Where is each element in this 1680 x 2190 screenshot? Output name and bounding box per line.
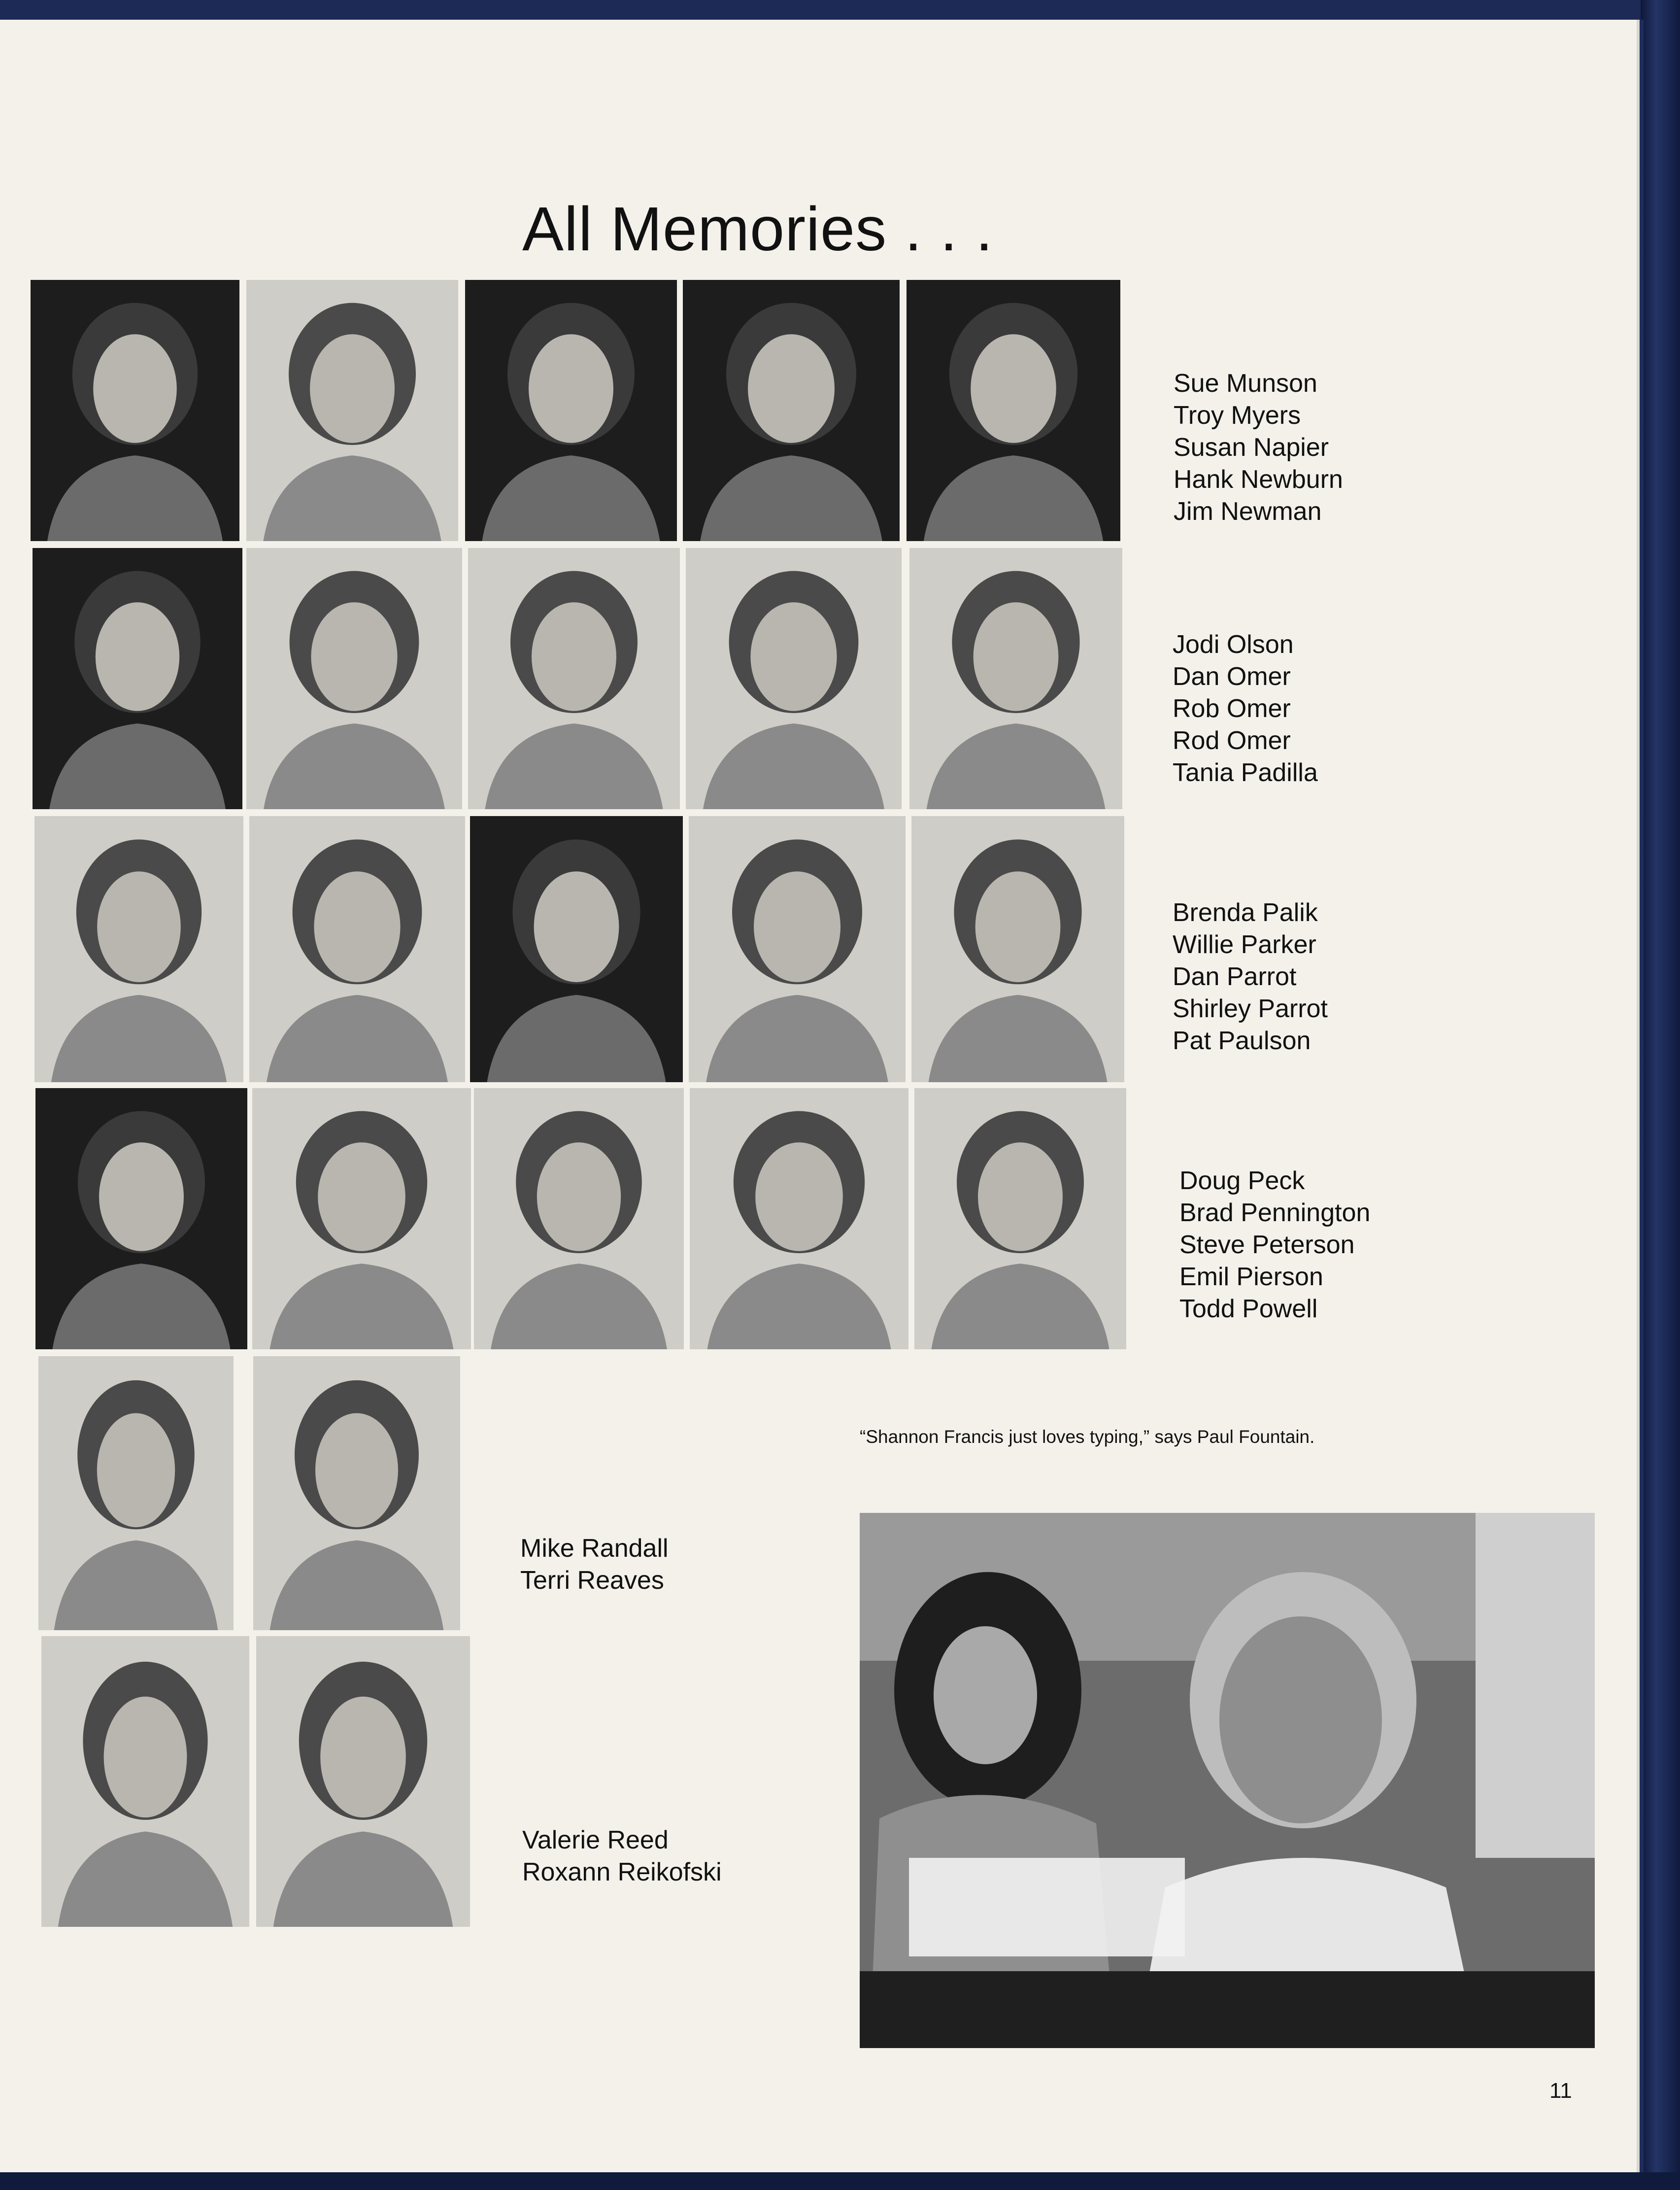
candid-photo-art <box>860 1513 1595 2048</box>
student-name: Steve Peterson <box>1179 1231 1355 1259</box>
shoulders-shape <box>491 1264 667 1349</box>
student-name: Troy Myers <box>1174 401 1301 430</box>
student-name: Rod Omer <box>1173 726 1291 755</box>
name-list <box>1174 368 1343 528</box>
portrait-photo <box>33 548 242 809</box>
portrait-photo <box>252 1088 471 1349</box>
shoulders-shape <box>700 455 882 541</box>
face-shape <box>97 871 181 982</box>
portrait-photo <box>911 816 1124 1082</box>
shoulders-shape <box>703 723 884 809</box>
portrait-silhouette <box>686 548 902 809</box>
portrait-silhouette <box>33 548 242 809</box>
portrait-photo <box>690 1088 908 1349</box>
portrait-photo <box>465 280 677 541</box>
portrait-silhouette <box>31 280 239 541</box>
portrait-silhouette <box>911 816 1124 1082</box>
portrait-photo <box>686 548 902 809</box>
student-name: Brad Pennington <box>1179 1198 1371 1227</box>
portrait-photo <box>914 1088 1126 1349</box>
portrait-photo <box>689 816 906 1082</box>
portrait-silhouette <box>246 280 458 541</box>
portrait-silhouette <box>253 1356 460 1630</box>
page-title: All Memories . . . <box>522 194 994 264</box>
portrait-silhouette <box>909 548 1122 809</box>
student-name: Pat Paulson <box>1173 1027 1311 1055</box>
student-name: Shirley Parrot <box>1173 994 1328 1023</box>
shoulders-shape <box>929 995 1108 1082</box>
face-shape <box>104 1697 187 1817</box>
portrait-photo <box>468 548 680 809</box>
shoulders-shape <box>54 1540 218 1630</box>
shoulders-shape <box>931 1264 1109 1349</box>
page-number: 11 <box>1549 2079 1572 2103</box>
shoulders-shape <box>273 1831 453 1927</box>
face-shape <box>310 334 395 443</box>
student-name: Susan Napier <box>1174 433 1329 462</box>
face-shape <box>754 871 840 982</box>
photo-caption: “Shannon Francis just loves typing,” says Paul Fountain. <box>860 1427 1315 1447</box>
shoulders-shape <box>270 1540 444 1630</box>
cover-edge <box>0 2172 1680 2190</box>
face-shape <box>975 871 1061 982</box>
face-shape <box>99 1142 184 1251</box>
face-shape <box>748 334 835 443</box>
portrait-silhouette <box>246 548 462 809</box>
name-list <box>522 1824 722 1888</box>
shoulders-shape <box>270 1264 454 1349</box>
portrait-photo <box>683 280 900 541</box>
student-name: Willie Parker <box>1173 930 1316 959</box>
face-shape <box>320 1697 406 1817</box>
face-shape <box>532 602 616 711</box>
portrait-silhouette <box>34 816 243 1082</box>
shoulders-shape <box>706 995 888 1082</box>
portrait-silhouette <box>690 1088 908 1349</box>
student-name: Dan Parrot <box>1173 962 1297 991</box>
portrait-photo <box>35 1088 247 1349</box>
shoulders-shape <box>267 995 448 1082</box>
student-name: Todd Powell <box>1179 1295 1318 1323</box>
portrait-silhouette <box>256 1636 470 1927</box>
student-name: Roxann Reikofski <box>522 1858 722 1886</box>
face-shape <box>529 334 613 443</box>
yearbook-page <box>0 20 1637 2172</box>
shoulders-shape <box>927 723 1106 809</box>
face-shape <box>974 602 1059 711</box>
face-shape <box>93 334 177 443</box>
portrait-photo <box>474 1088 684 1349</box>
face-shape <box>750 602 837 711</box>
portrait-silhouette <box>914 1088 1126 1349</box>
shoulders-shape <box>263 455 441 541</box>
shoulders-shape <box>51 995 227 1082</box>
portrait-photo <box>907 280 1120 541</box>
portrait-photo <box>909 548 1122 809</box>
name-list <box>1179 1165 1370 1325</box>
student-name: Mike Randall <box>520 1534 669 1563</box>
shoulders-shape <box>52 1264 230 1349</box>
name-list <box>1173 897 1328 1057</box>
student-name: Valerie Reed <box>522 1826 669 1854</box>
shoulders-shape <box>482 455 660 541</box>
shoulders-shape <box>58 1831 233 1927</box>
student-name: Tania Padilla <box>1173 758 1318 787</box>
student-name: Jodi Olson <box>1173 630 1294 659</box>
portrait-photo <box>470 816 683 1082</box>
portrait-silhouette <box>468 548 680 809</box>
name-list <box>1173 629 1318 789</box>
portrait-photo <box>246 548 462 809</box>
name-list <box>520 1533 669 1597</box>
student-name: Dan Omer <box>1173 662 1291 691</box>
portrait-silhouette <box>465 280 677 541</box>
portrait-photo <box>253 1356 460 1630</box>
shoulders-shape <box>49 723 226 809</box>
portrait-photo <box>41 1636 249 1927</box>
shoulders-shape <box>487 995 666 1082</box>
face-shape <box>971 334 1056 443</box>
student-name: Terri Reaves <box>520 1566 664 1595</box>
face-shape <box>311 602 397 711</box>
student-name: Hank Newburn <box>1174 465 1343 494</box>
student-name: Doug Peck <box>1179 1166 1305 1195</box>
portrait-silhouette <box>38 1356 234 1630</box>
shoulders-shape <box>707 1264 891 1349</box>
face-shape <box>97 1413 175 1527</box>
shoulders-shape <box>924 455 1104 541</box>
student-name: Brenda Palik <box>1173 898 1318 927</box>
student-name: Sue Munson <box>1174 369 1317 398</box>
portrait-silhouette <box>35 1088 247 1349</box>
shoulders-shape <box>47 455 223 541</box>
portrait-photo <box>34 816 243 1082</box>
portrait-photo <box>31 280 239 541</box>
face-shape <box>537 1142 621 1251</box>
portrait-silhouette <box>474 1088 684 1349</box>
face-shape <box>978 1142 1063 1251</box>
portrait-silhouette <box>252 1088 471 1349</box>
face-shape <box>534 871 619 982</box>
portrait-silhouette <box>689 816 906 1082</box>
student-name: Emil Pierson <box>1179 1263 1323 1291</box>
face-shape <box>315 1413 398 1527</box>
portrait-silhouette <box>41 1636 249 1927</box>
face-shape <box>755 1142 843 1251</box>
portrait-photo <box>249 816 465 1082</box>
portrait-silhouette <box>907 280 1120 541</box>
portrait-silhouette <box>249 816 465 1082</box>
shoulders-shape <box>485 723 663 809</box>
student-name: Rob Omer <box>1173 694 1291 723</box>
candid-photo <box>860 1513 1595 2048</box>
student-name: Jim Newman <box>1174 497 1322 526</box>
shoulders-shape <box>264 723 445 809</box>
portrait-photo <box>38 1356 234 1630</box>
face-shape <box>314 871 400 982</box>
portrait-photo <box>256 1636 470 1927</box>
portrait-silhouette <box>683 280 900 541</box>
yearbook-spine <box>1641 0 1680 2190</box>
portrait-silhouette <box>470 816 683 1082</box>
face-shape <box>318 1142 405 1251</box>
portrait-photo <box>246 280 458 541</box>
face-shape <box>96 602 179 711</box>
